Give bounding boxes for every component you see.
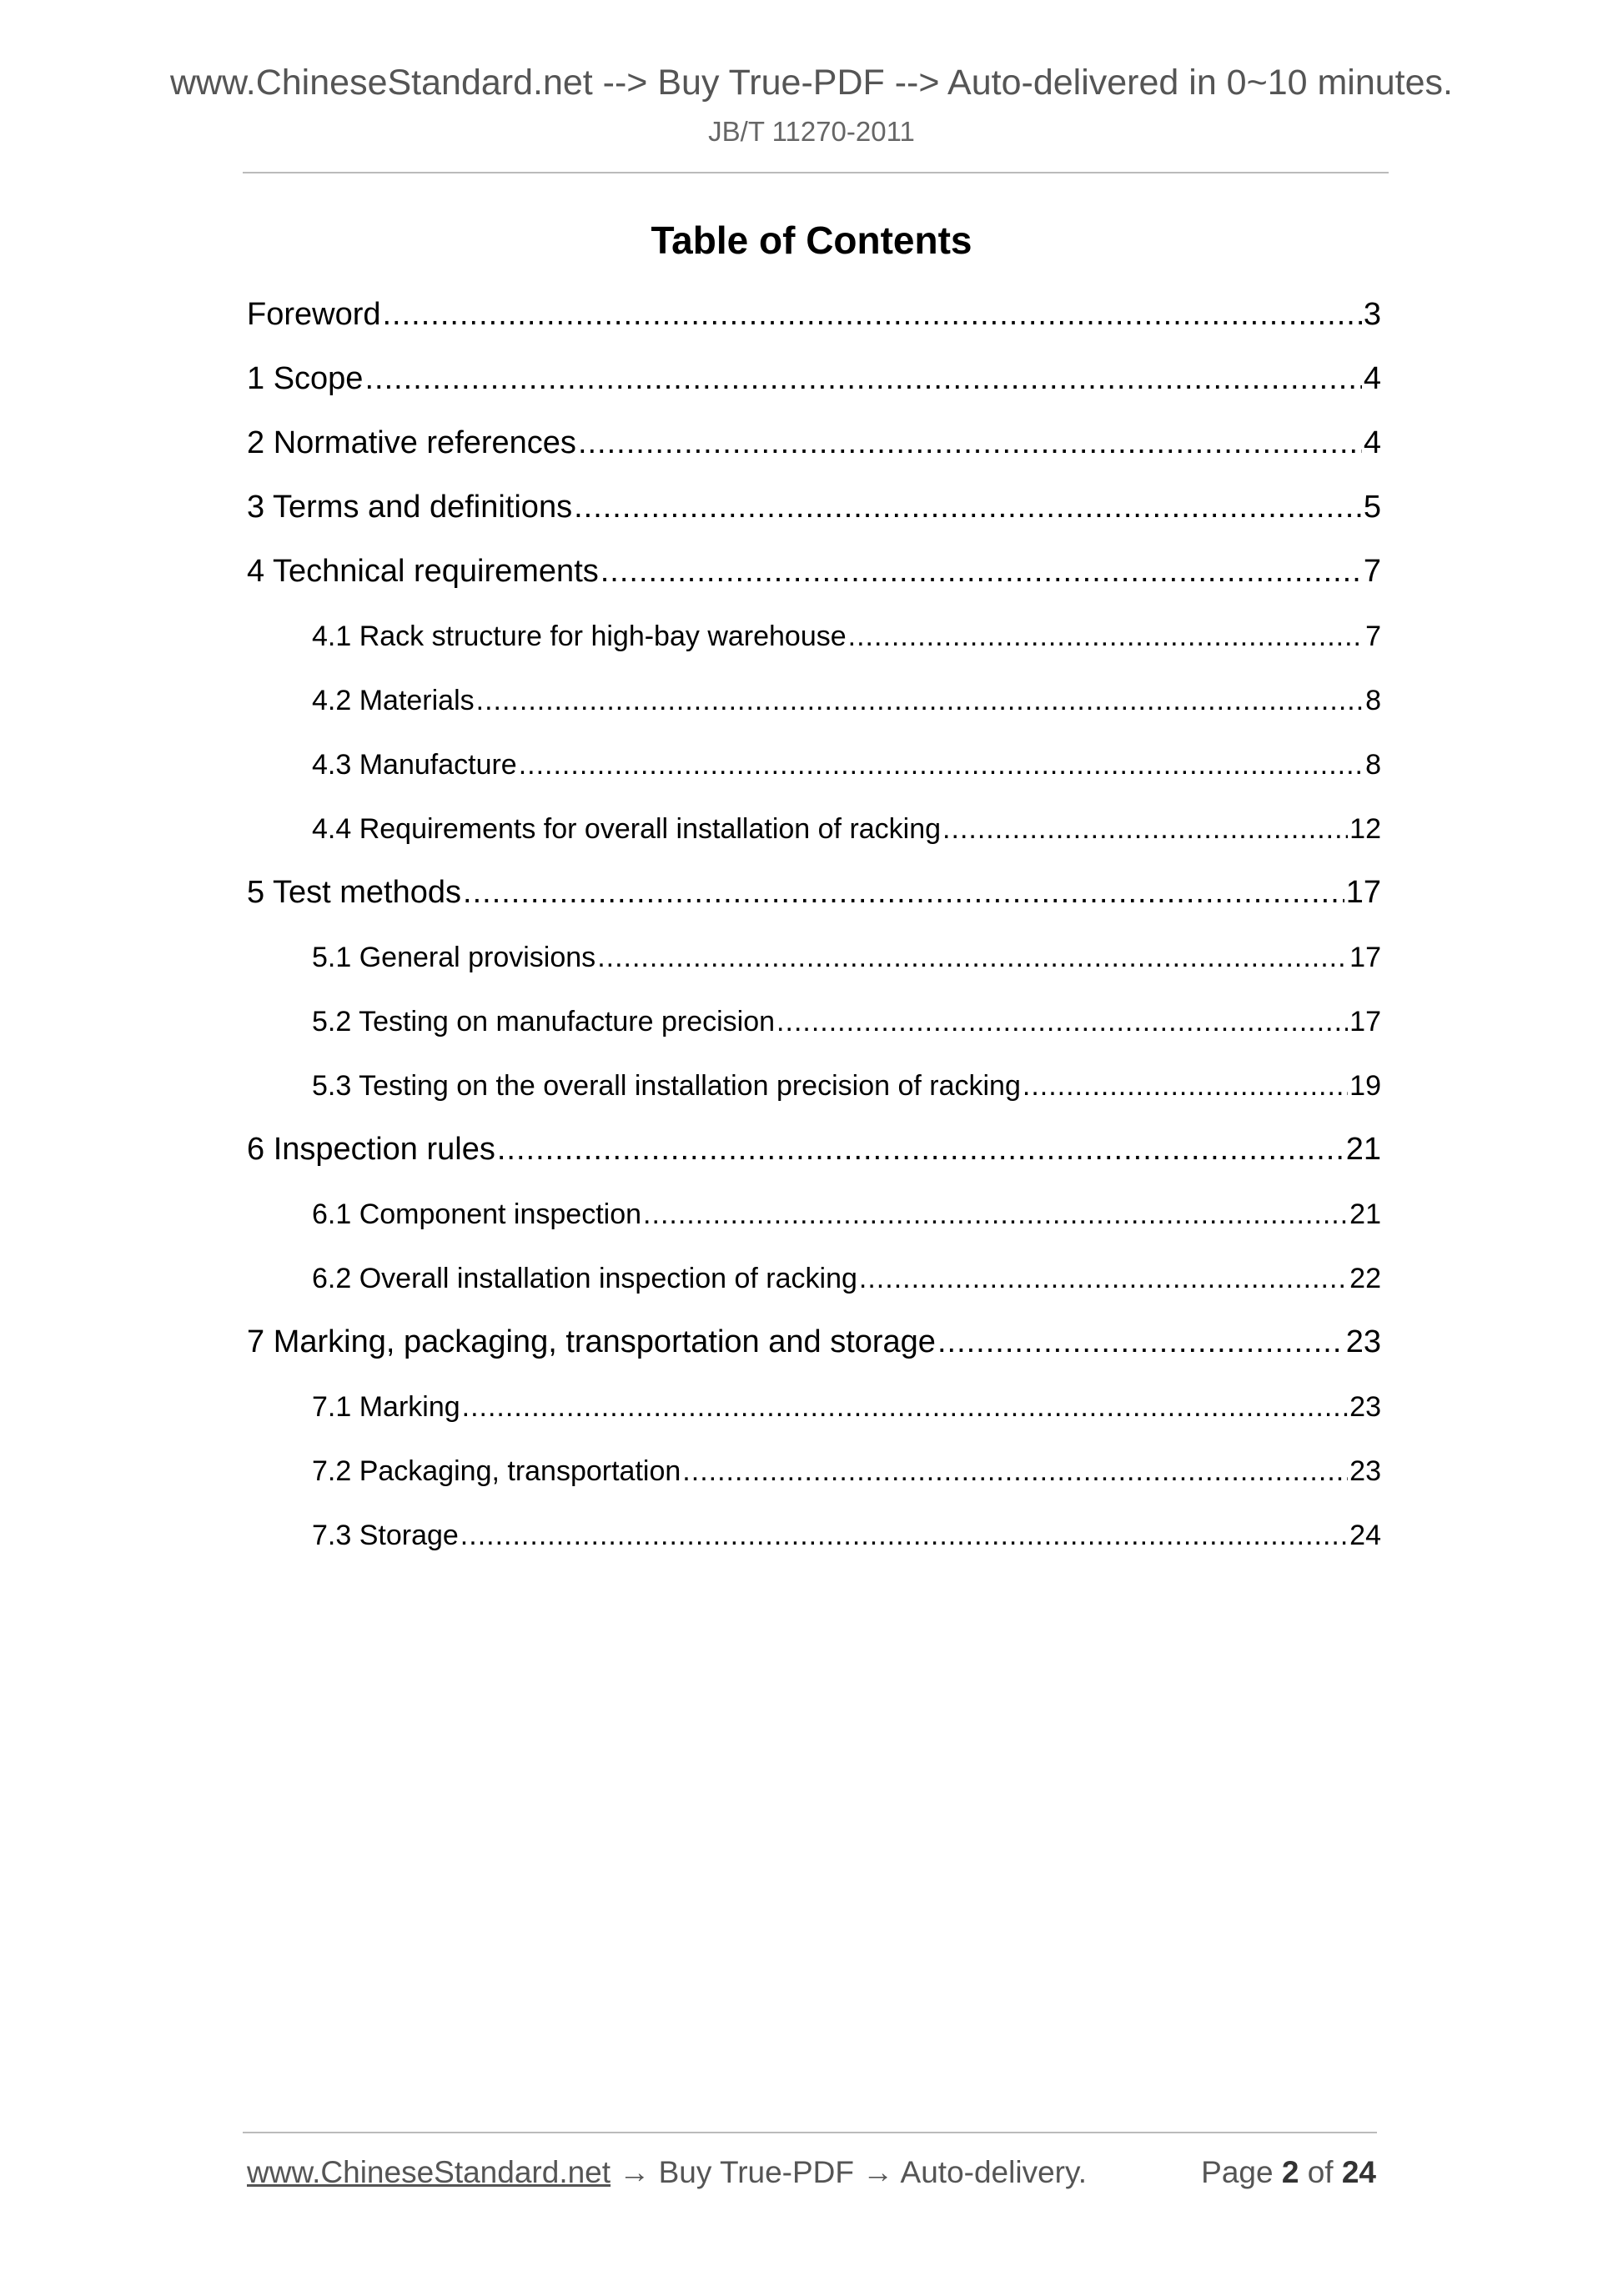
toc-leader-dots — [578, 424, 1362, 462]
toc-leader-dots — [848, 619, 1364, 654]
toc-entry-title: 7 Marking, packaging, transportation and storage — [247, 1324, 936, 1359]
toc-entry-page: 7 — [1365, 620, 1381, 652]
toc-entry-title: 5 Test methods — [247, 875, 462, 910]
toc-entry-title: 4 Technical requirements — [247, 554, 599, 589]
page-footer — [247, 2153, 1381, 2192]
toc-entry-5-3[interactable] — [312, 1068, 1381, 1103]
toc-leader-dots — [776, 1004, 1348, 1039]
toc-entry-title: 7.1 Marking — [312, 1391, 460, 1423]
toc-entry-title: 4.2 Materials — [312, 685, 475, 716]
toc-entry-marking-packaging[interactable] — [247, 1323, 1381, 1361]
toc-entry-page: 8 — [1365, 685, 1381, 716]
page-of: of — [1307, 2155, 1334, 2189]
footer-arrow-icon: → — [862, 2155, 894, 2189]
toc-leader-dots — [859, 1261, 1348, 1296]
toc-entry-title: 7.3 Storage — [312, 1520, 459, 1551]
toc-entry-title: 4.1 Rack structure for high-bay warehouse — [312, 620, 847, 652]
toc-entry-title: 6.1 Component inspection — [312, 1198, 642, 1230]
header-banner: www.ChineseStandard.net --> Buy True-PDF --> Auto-delivered in 0~10 minutes. — [169, 63, 1453, 103]
toc-entry-page: 21 — [1345, 1132, 1381, 1167]
toc-entry-inspection-rules[interactable] — [247, 1130, 1381, 1168]
toc-entry-title: 5.3 Testing on the overall installation precision of racking — [312, 1070, 1021, 1102]
toc-entry-6-2[interactable] — [312, 1261, 1381, 1296]
toc-entry-4-3[interactable] — [312, 747, 1381, 782]
toc-entry-page: 17 — [1349, 1006, 1381, 1037]
toc-leader-dots — [519, 747, 1364, 782]
toc-entry-title: 7.2 Packaging, transportation — [312, 1455, 681, 1487]
standard-number: JB/T 11270-2011 — [708, 116, 915, 147]
toc-leader-dots — [463, 873, 1344, 912]
footer-site-link[interactable]: www.ChineseStandard.net — [247, 2155, 611, 2189]
page-label: Page — [1201, 2155, 1274, 2189]
toc-entry-foreword[interactable] — [247, 295, 1381, 334]
toc-entry-page: 24 — [1349, 1520, 1381, 1551]
toc-leader-dots — [476, 683, 1364, 718]
toc-entry-4-1[interactable] — [312, 619, 1381, 654]
toc-entry-page: 7 — [1363, 554, 1381, 589]
toc-entry-normative-references[interactable] — [247, 424, 1381, 462]
toc-entry-title: 4.3 Manufacture — [312, 749, 517, 781]
toc-entry-5-1[interactable] — [312, 940, 1381, 975]
toc-leader-dots — [364, 359, 1361, 398]
toc-entry-4-4[interactable] — [312, 811, 1381, 847]
toc-title: Table of Contents — [651, 219, 972, 262]
toc-entry-7-1[interactable] — [312, 1389, 1381, 1424]
toc-entry-terms-definitions[interactable] — [247, 488, 1381, 526]
toc-leader-dots — [643, 1197, 1348, 1232]
toc-leader-dots — [597, 940, 1348, 975]
toc-entry-page: 23 — [1349, 1455, 1381, 1487]
toc-entry-title: 3 Terms and definitions — [247, 490, 573, 525]
toc-entry-title: 5.2 Testing on manufacture precision — [312, 1006, 776, 1037]
toc-leader-dots — [1023, 1068, 1348, 1103]
toc-entry-4-2[interactable] — [312, 683, 1381, 718]
toc-entry-page: 8 — [1365, 749, 1381, 781]
toc-leader-dots — [942, 811, 1348, 847]
toc-entry-title: 6.2 Overall installation inspection of racking — [312, 1263, 857, 1294]
toc-entry-page: 21 — [1349, 1198, 1381, 1230]
toc-entry-technical-requirements[interactable] — [247, 552, 1381, 590]
toc-entry-page: 22 — [1349, 1263, 1381, 1294]
page-current: 2 — [1281, 2155, 1299, 2189]
toc-entry-title: 5.1 General provisions — [312, 942, 596, 973]
toc-entry-page: 23 — [1345, 1324, 1381, 1359]
toc-entry-page: 3 — [1363, 297, 1381, 332]
page-total: 24 — [1341, 2155, 1376, 2189]
toc-leader-dots — [937, 1323, 1344, 1361]
toc-entry-page: 12 — [1349, 813, 1381, 845]
toc-leader-dots — [574, 488, 1362, 526]
toc-entry-page: 4 — [1363, 361, 1381, 396]
toc-entry-page: 17 — [1349, 942, 1381, 973]
footer-divider — [243, 2132, 1377, 2133]
toc-entry-title: 1 Scope — [247, 361, 364, 396]
toc-entry-scope[interactable] — [247, 359, 1381, 398]
toc-entry-title: Foreword — [247, 297, 381, 332]
toc-leader-dots — [497, 1130, 1344, 1168]
toc-entry-page: 23 — [1349, 1391, 1381, 1423]
toc-entry-7-2[interactable] — [312, 1454, 1381, 1489]
toc-entry-6-1[interactable] — [312, 1197, 1381, 1232]
toc-entry-page: 17 — [1345, 875, 1381, 910]
footer-delivery-text: Auto-delivery. — [900, 2155, 1088, 2189]
footer-arrow-icon: → — [619, 2155, 651, 2189]
toc-leader-dots — [682, 1454, 1348, 1489]
page-number — [1201, 2153, 1376, 2192]
toc-entry-7-3[interactable] — [312, 1518, 1381, 1553]
toc-entry-title: 6 Inspection rules — [247, 1132, 495, 1167]
toc-entry-page: 5 — [1363, 490, 1381, 525]
toc-entry-title: 4.4 Requirements for overall installation of racking — [312, 813, 942, 845]
toc-leader-dots — [460, 1518, 1348, 1553]
toc-leader-dots — [462, 1389, 1349, 1424]
toc-entry-test-methods[interactable] — [247, 873, 1381, 912]
toc-entry-5-2[interactable] — [312, 1004, 1381, 1039]
toc-entry-page: 4 — [1363, 425, 1381, 460]
toc-entry-title: 2 Normative references — [247, 425, 576, 460]
toc-leader-dots — [383, 295, 1362, 334]
toc-entry-page: 19 — [1349, 1070, 1381, 1102]
footer-buy-text: Buy True-PDF — [658, 2155, 855, 2189]
toc-leader-dots — [600, 552, 1362, 590]
